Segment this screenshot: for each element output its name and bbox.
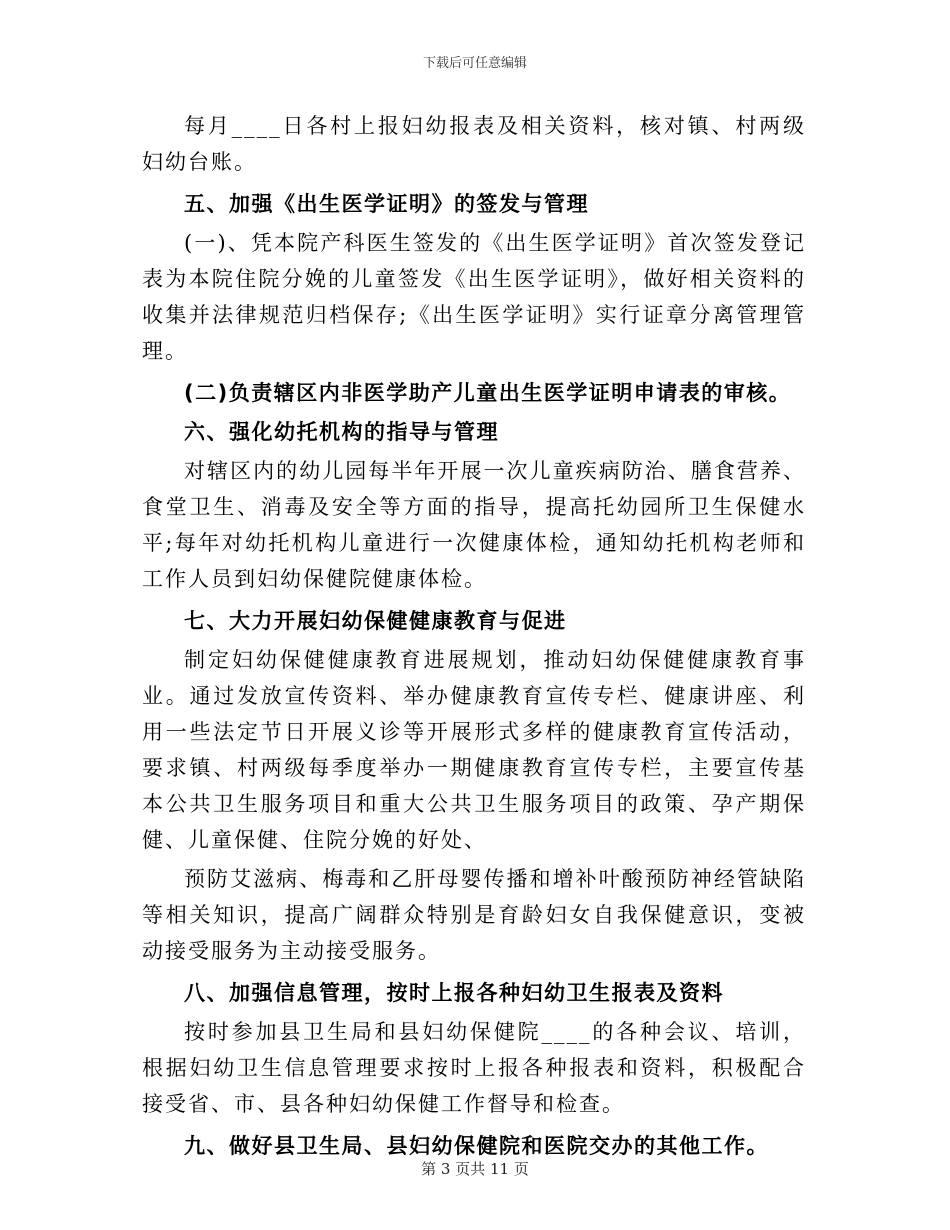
- paragraph-monthly-report: 每月____日各村上报妇幼报表及相关资料，核对镇、村两级妇幼台账。: [142, 114, 806, 174]
- page-header: 下载后可任意编辑: [422, 56, 527, 71]
- section-heading-5: 五、加强《出生医学证明》的签发与管理: [184, 192, 589, 216]
- subsection-heading-2: (二)负责辖区内非医学助产儿童出生医学证明申请表的审核。: [184, 381, 792, 405]
- section-heading-8: 八、加强信息管理，按时上报各种妇幼卫生报表及资料: [184, 981, 724, 1005]
- page-footer: 第 3 页共 11 页: [421, 1160, 529, 1178]
- section-heading-6: 六、强化幼托机构的指导与管理: [184, 420, 499, 444]
- section-heading-7: 七、大力开展妇幼保健健康教育与促进: [184, 609, 567, 633]
- paragraph-health-education: 制定妇幼保健健康教育进展规划，推动妇幼保健健康教育事业。通过发放宣传资料、举办健康教育宣传专栏、健康讲座、利用一些法定节日开展义诊等开展形式多样的健康教育宣传活动，要求镇、村两级每季度举办一期健康教育宣传专栏，主要宣传基本公共卫生服务项目和重大公共卫生服务项目的政策、孕产期保健、儿童保健、住院分娩的好处、: [142, 648, 806, 852]
- section-heading-9: 九、做好县卫生局、县妇幼保健院和医院交办的其他工作。: [184, 1134, 769, 1158]
- paragraph-birth-certificate: (一)、凭本院产科医生签发的《出生医学证明》首次签发登记表为本院住院分娩的儿童签发《出生医学证明》，做好相关资料的收集并法律规范归档保存;《出生医学证明》实行证章分离管理管理。: [142, 231, 806, 363]
- paragraph-kindergarten: 对辖区内的幼儿园每半年开展一次儿童疾病防治、膳食营养、食堂卫生、消毒及安全等方面的指导，提高托幼园所卫生保健水平;每年对幼托机构儿童进行一次健康体检，通知幼托机构老师和工作人员到妇幼保健院健康体检。: [142, 459, 806, 591]
- document-body: [142, 108, 806, 1164]
- paragraph-prevention: 预防艾滋病、梅毒和乙肝母婴传播和增补叶酸预防神经管缺陷等相关知识，提高广阔群众特别是育龄妇女自我保健意识，变被动接受服务为主动接受服务。: [142, 867, 806, 963]
- paragraph-information: 按时参加县卫生局和县妇幼保健院____的各种会议、培训，根据妇幼卫生信息管理要求按时上报各种报表和资料，积极配合接受省、市、县各种妇幼保健工作督导和检查。: [142, 1020, 806, 1116]
